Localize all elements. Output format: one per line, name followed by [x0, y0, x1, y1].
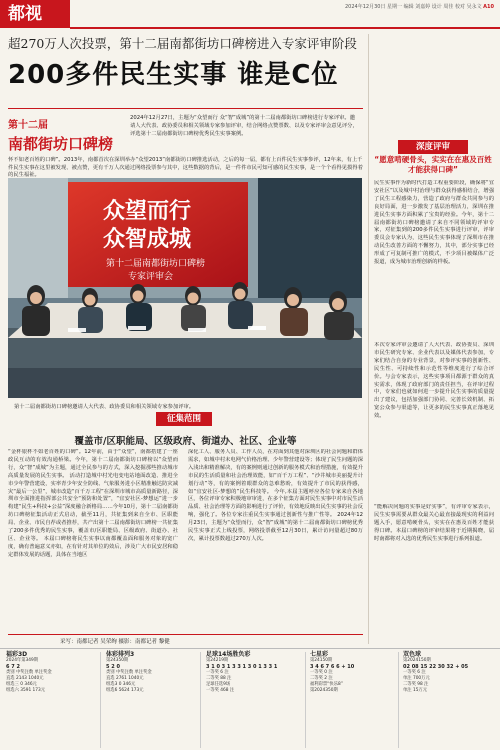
lottery-divider [200, 652, 201, 748]
collect-tag: 征集范围 [156, 412, 212, 426]
lottery-football: 足球14场胜负彩 第24219期 3 1 0 3 1 3 3 1 3 0 1 3 3 1 一等奖 6 注 二等奖 88 注 足球任选9场 一等奖 468 注 [206, 652, 301, 694]
byline: 采写：南都记者 吴荣绚 摄影：南都记者 黎健 [60, 639, 170, 645]
title-rule [8, 108, 363, 109]
brand-name: 南都街坊口碑榜 [8, 135, 114, 153]
sidebar-quote: “愿意啃硬骨头，实实在在惠及百姓才能获得口碑” [374, 155, 492, 174]
banner-text-3: 第十二届南都街坊口碑榜 [106, 259, 206, 269]
header-info: 2024年12月30日 星期一 编辑 刘嘉婷 设计 周佳 校对 吴永文 A10 [345, 4, 494, 10]
event-photo [8, 178, 362, 398]
lottery-divider [305, 652, 306, 748]
banner-text-2: 众智成城 [103, 226, 192, 252]
lottery-qxc: 七星彩 第24150期 3 4 6 7 6 6 + 10 一等奖 0 注 二等奖 2 注 福利彩票“快乐8” 第2024350期 [310, 652, 395, 694]
body-column-1: “金杯银杯不如老百姓的口碑”。12年前，由于“众望”，南都搭建了一座政民互动的有效沟通桥梁。今年，第十二届南都街坊口碑榜以“众望而行，众“智”成城”为主题，通过全民参与的方式，深入挖掘那些推动城市高质量发展的民生实事。 活动打造城中村光电变电站地面改造、推进全市少年警营建设，实率青少年安全防线、气象服务进小区精准触达防灾减灾“最后一公里”，城市改造“百千万工程”在深圳市城市高质量新路径，深圳市全面推进指挥部公共安全“预防和处置”，“宜安社区-梦想运”进一步构建“民生+科技+公益”深度融合新格局……今年10月，第十二届南都街坊口碑榜征集活动正式启动，截至11月，共征集到来自全市、区职能局、企业、市民自荐或者推荐，共产出第十二届南都街坊口碑榜一共征集了200多件优秀的民生实事，覆盖市/区职能局、区级政府、街道办、社区、企业等。 本届口碑榜将民生实事以南都覆盖面和服务对象的宽广度，确有普遍意义亦如，在有针对其单位的效后，涉及广大市民安居和稳定群体发展的话题，具体在当地区 [8, 449, 178, 558]
winning-numbers: 6 7 2 [6, 664, 20, 670]
sidebar-headline [374, 155, 492, 175]
winning-numbers: 3 4 6 7 6 6 + 10 [310, 664, 355, 670]
article-lede-2: 怀不如老百姓的口碑”。2013年，南都首次在深圳举办“众望2013”南都街坊口碑推选活动，之后的每一届，都有上百件民生实事参评，12年来，有上千件民生实事在这里被发现、被点赞，更有千万人次通过网络投票参与其中，这些数据的背后，是一件件市民可知可感的民生实事，是一个个看得见摸得着的民生福祉。 [8, 157, 363, 179]
header-rule [70, 27, 500, 29]
section-heading: 覆盖市/区职能局、区级政府、街道办、社区、企业等 [74, 436, 297, 447]
sidebar-body-2: 本次专家评审会邀请了人大代表、政协委员、深圳市民生研究专家、企业代表以及媒体代表参加，专家们结合自身的专业背景，对参评实事的创新性、民生性、可持续性和示范性等维度进行了综合评价。与会专家表示，这些实事项目都源于群众的真实需求，体现了政府部门的责任担当，在评审过程中，专家们也就如何进一步提升民生实事的质量提出了建议，包括加强部门协同、完善长效机制、拓宽公众参与渠道等，让更多的民生实事真正落地见效。 [374, 342, 494, 420]
lottery-fc3d: 福彩3D 2024年第349期 6 7 2 类别 中奖注数 单注奖金 直选 2143 1040元 组选三 0 346元 组选六 3591 173元 [6, 652, 96, 694]
article-lede: 2024年12月27日，主题为“众望而行 众“智”成城”的第十二届南都街坊口碑榜进行专家评审。邀请人大代表、政协委员和相关领域专家参加评审，结合网络点赞票数、以及专家评审会意见评分，评选第十二届南都街坊口碑榜优秀民生实事案例。 [130, 115, 358, 137]
review-tag: 深度评审 [398, 140, 468, 154]
article-subtitle: 超270万人次投票，第十二届南都街坊口碑榜进入专家评审阶段 [8, 36, 357, 51]
brand-logo [8, 116, 130, 162]
brand-edition: 第十二届 [8, 120, 48, 131]
sidebar-body-1: 民生实事作为新时代打造工程重要阶段，确保将“宜安社区”以及城中村治理与群众获得感相结合，增强了民生工程感染力，营造了政府与群众共同参与的良好局面，进一步激发了基层治理活力，深圳在推进民生实事方面积累了宝贵的经验。今年，第十二届南都街坊口碑榜邀请了来自不同领域的评审专家，对征集到的200多件民生实事进行评审，评审委员会专家认为，这些民生实事体现了深圳市在推动民生改善方面的不懈努力，其中，部分实事已经形成了可复制可推广的模式，不少项目被媒体广泛报道，成为城市治理创新的样板。 [374, 180, 494, 266]
lottery-pl3: 体彩排列3 第24350期 5 2 0 类别 中奖注数 单注奖金 直选 2761 1040元 组选3 0 346元 组选6 5624 173元 [106, 652, 196, 694]
body-column-2: 深化工人、服务人员、工作人员，在对面到其他对深圳区的社会问题和群体需求，如城中村未电网气价格治理、少年警营建设等；体现了民生问题的深入浅出和精准解决，有的案例则通过创新的服务模式和治理措施，有效提升市民的生活质量和社会治理效能，如“百千万工程”、“沙井城市美丽提升计划行动”等，有的案例着眼群众的急难愁盼，有效提升了市民的获得感，如“宜安社区-梦想的”民生科技等。 今年,本届主题呼应各位专家来自各地区，各位评审专家积极地审审进，在多个征集方面对民生实事中对市民生活品质、社会治理等方面的影响进行了评价，有效地反映出民生实事的社会反响，强化了。各位专家注重民生实事通过创新性与推广性等。 2024年12月23日，主题为“众望而行，众“智”成城”的第十二届南都街坊口碑榜优秀民生实事正式上线投票，网络投票截至12月30日，累计访问量超过80万次，累计投票数超过270万人次。 [188, 449, 363, 542]
photo-illustration [8, 178, 362, 398]
photo-caption: 第十二届南都街坊口碑榜邀请人大代表、政协委员和相关领域专家参加评审。 [14, 404, 195, 410]
article-title: 200多件民生实事 谁是C位 [8, 60, 339, 90]
banner-text-4: 专家评审会 [128, 272, 174, 282]
section-tab: 都视 [0, 0, 70, 28]
column-divider [368, 34, 369, 644]
lottery-divider [398, 652, 399, 748]
winning-numbers: 02 08 15 22 30 32 + 05 [403, 664, 469, 670]
winning-numbers: 3 1 0 3 1 3 3 1 3 0 1 3 3 1 [206, 664, 278, 670]
lottery-divider [100, 652, 101, 748]
winning-numbers: 5 2 0 [106, 664, 120, 670]
page-number: A10 [483, 4, 494, 10]
page-header [0, 0, 500, 30]
sidebar-body-3: “能解决问题的实事是好实事”，有评审专家表示，民生实事需要从群众最关心最直接最现实的利益问题入手，愿意啃硬骨头，实实在在惠及百姓才能获得口碑。本届口碑榜的评审结果将于近期揭晓，届时南都将对入选的优秀民生实事进行系列报道。 [374, 504, 494, 542]
banner-text-1: 众望而行 [103, 198, 192, 224]
lottery-ssq: 双色球 第2024150期 02 08 15 22 30 32 + 05 一等奖 6 注 单注 700万元 二等奖 98 注 单注 15万元 [403, 652, 495, 694]
byline-rule [8, 634, 363, 635]
